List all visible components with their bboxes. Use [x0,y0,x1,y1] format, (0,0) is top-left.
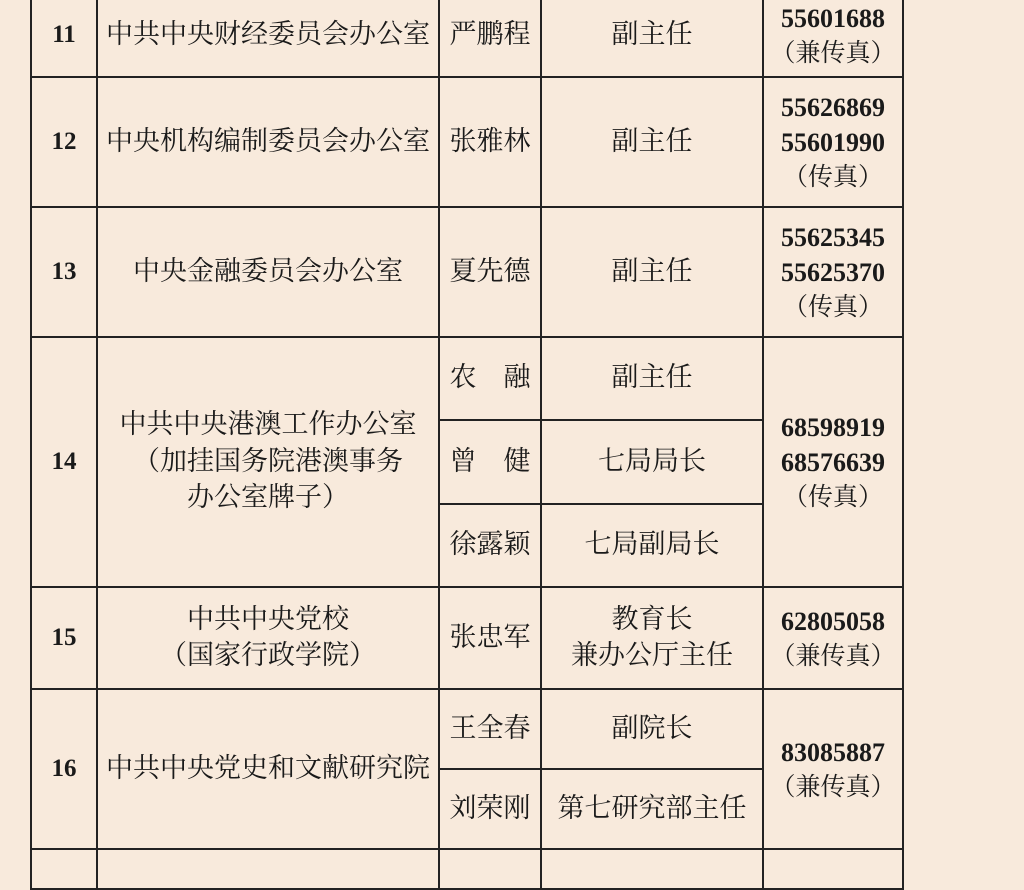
organization-name: 中共中央党校 [187,603,349,635]
job-title-line: 副主任 [611,362,693,394]
job-title [541,77,763,207]
person-name: 曾 健 [439,420,541,504]
job-title [541,337,763,420]
phone-note: （兼传真） [770,37,896,67]
fax-number: 55601990 [781,128,885,158]
row-number: 14 [31,337,97,587]
person-name: 张忠军 [439,587,541,689]
phone-cell [763,849,903,889]
contact-directory-table [30,0,904,890]
person-name [439,849,541,889]
phone-note: （传真） [782,162,883,192]
person-name: 张雅林 [439,77,541,207]
phone-cell [763,337,903,587]
person-name: 王全春 [439,689,541,769]
phone-cell [763,689,903,849]
person-name: 夏先德 [439,207,541,337]
person-name: 严鹏程 [439,0,541,77]
job-title-line: 七局局长 [598,445,706,477]
phone-cell [763,207,903,337]
job-title-line: 教育长 [611,603,693,635]
job-title [541,587,763,689]
organization-name-line: （国家行政学院） [160,640,376,671]
phone-note: （传真） [782,292,883,322]
table-row [31,337,903,420]
organization-cell [97,587,439,689]
row-number: 15 [31,587,97,689]
table-row-partial [31,849,903,889]
phone-cell [763,77,903,207]
phone-number: 83085887 [781,737,885,767]
fax-number: 68576639 [781,448,885,478]
organization-cell [97,849,439,889]
phone-number: 62805058 [781,606,885,636]
job-title-line: 副主任 [611,18,693,50]
job-title-line: 第七研究部主任 [557,792,747,824]
organization-name-line: 办公室牌子） [187,482,349,514]
organization-name: 中央机构编制委员会办公室 [106,125,430,157]
organization-cell [97,0,439,77]
job-title [541,0,763,77]
row-number: 13 [31,207,97,337]
phone-note: （兼传真） [770,640,896,670]
organization-name: 中共中央党史和文献研究院 [106,752,430,784]
job-title [541,769,763,849]
phone-number: 55626869 [781,93,885,123]
organization-cell [97,689,439,849]
job-title-line: 副主任 [611,125,693,157]
job-title [541,849,763,889]
organization-name-line: （加挂国务院港澳事务 [133,445,403,477]
row-number: 16 [31,689,97,849]
row-number: 12 [31,77,97,207]
job-title-line: 副院长 [611,712,693,744]
organization-cell [97,77,439,207]
row-number: 11 [31,0,97,77]
job-title [541,207,763,337]
organization-name: 中央金融委员会办公室 [133,255,403,287]
table-row [31,207,903,337]
person-name: 徐露颖 [439,504,541,587]
job-title [541,420,763,504]
phone-note: （兼传真） [770,771,896,801]
table-row [31,0,903,77]
phone-number: 55601688 [781,3,885,33]
job-title-line: 兼办公厅主任 [571,640,733,671]
table-row [31,587,903,689]
organization-cell [97,337,439,587]
phone-number: 55625345 [781,223,885,253]
table-row [31,77,903,207]
phone-number: 68598919 [781,413,885,443]
person-name: 刘荣刚 [439,769,541,849]
job-title [541,689,763,769]
job-title-line: 副主任 [611,255,693,287]
job-title [541,504,763,587]
person-name: 农 融 [439,337,541,420]
organization-cell [97,207,439,337]
phone-note: （传真） [782,482,883,512]
job-title-line: 七局副局长 [584,529,720,561]
row-number [31,849,97,889]
table-row [31,689,903,769]
organization-name: 中共中央财经委员会办公室 [106,18,430,50]
phone-cell [763,587,903,689]
fax-number: 55625370 [781,258,885,288]
phone-cell [763,0,903,77]
organization-name: 中共中央港澳工作办公室 [119,409,417,441]
